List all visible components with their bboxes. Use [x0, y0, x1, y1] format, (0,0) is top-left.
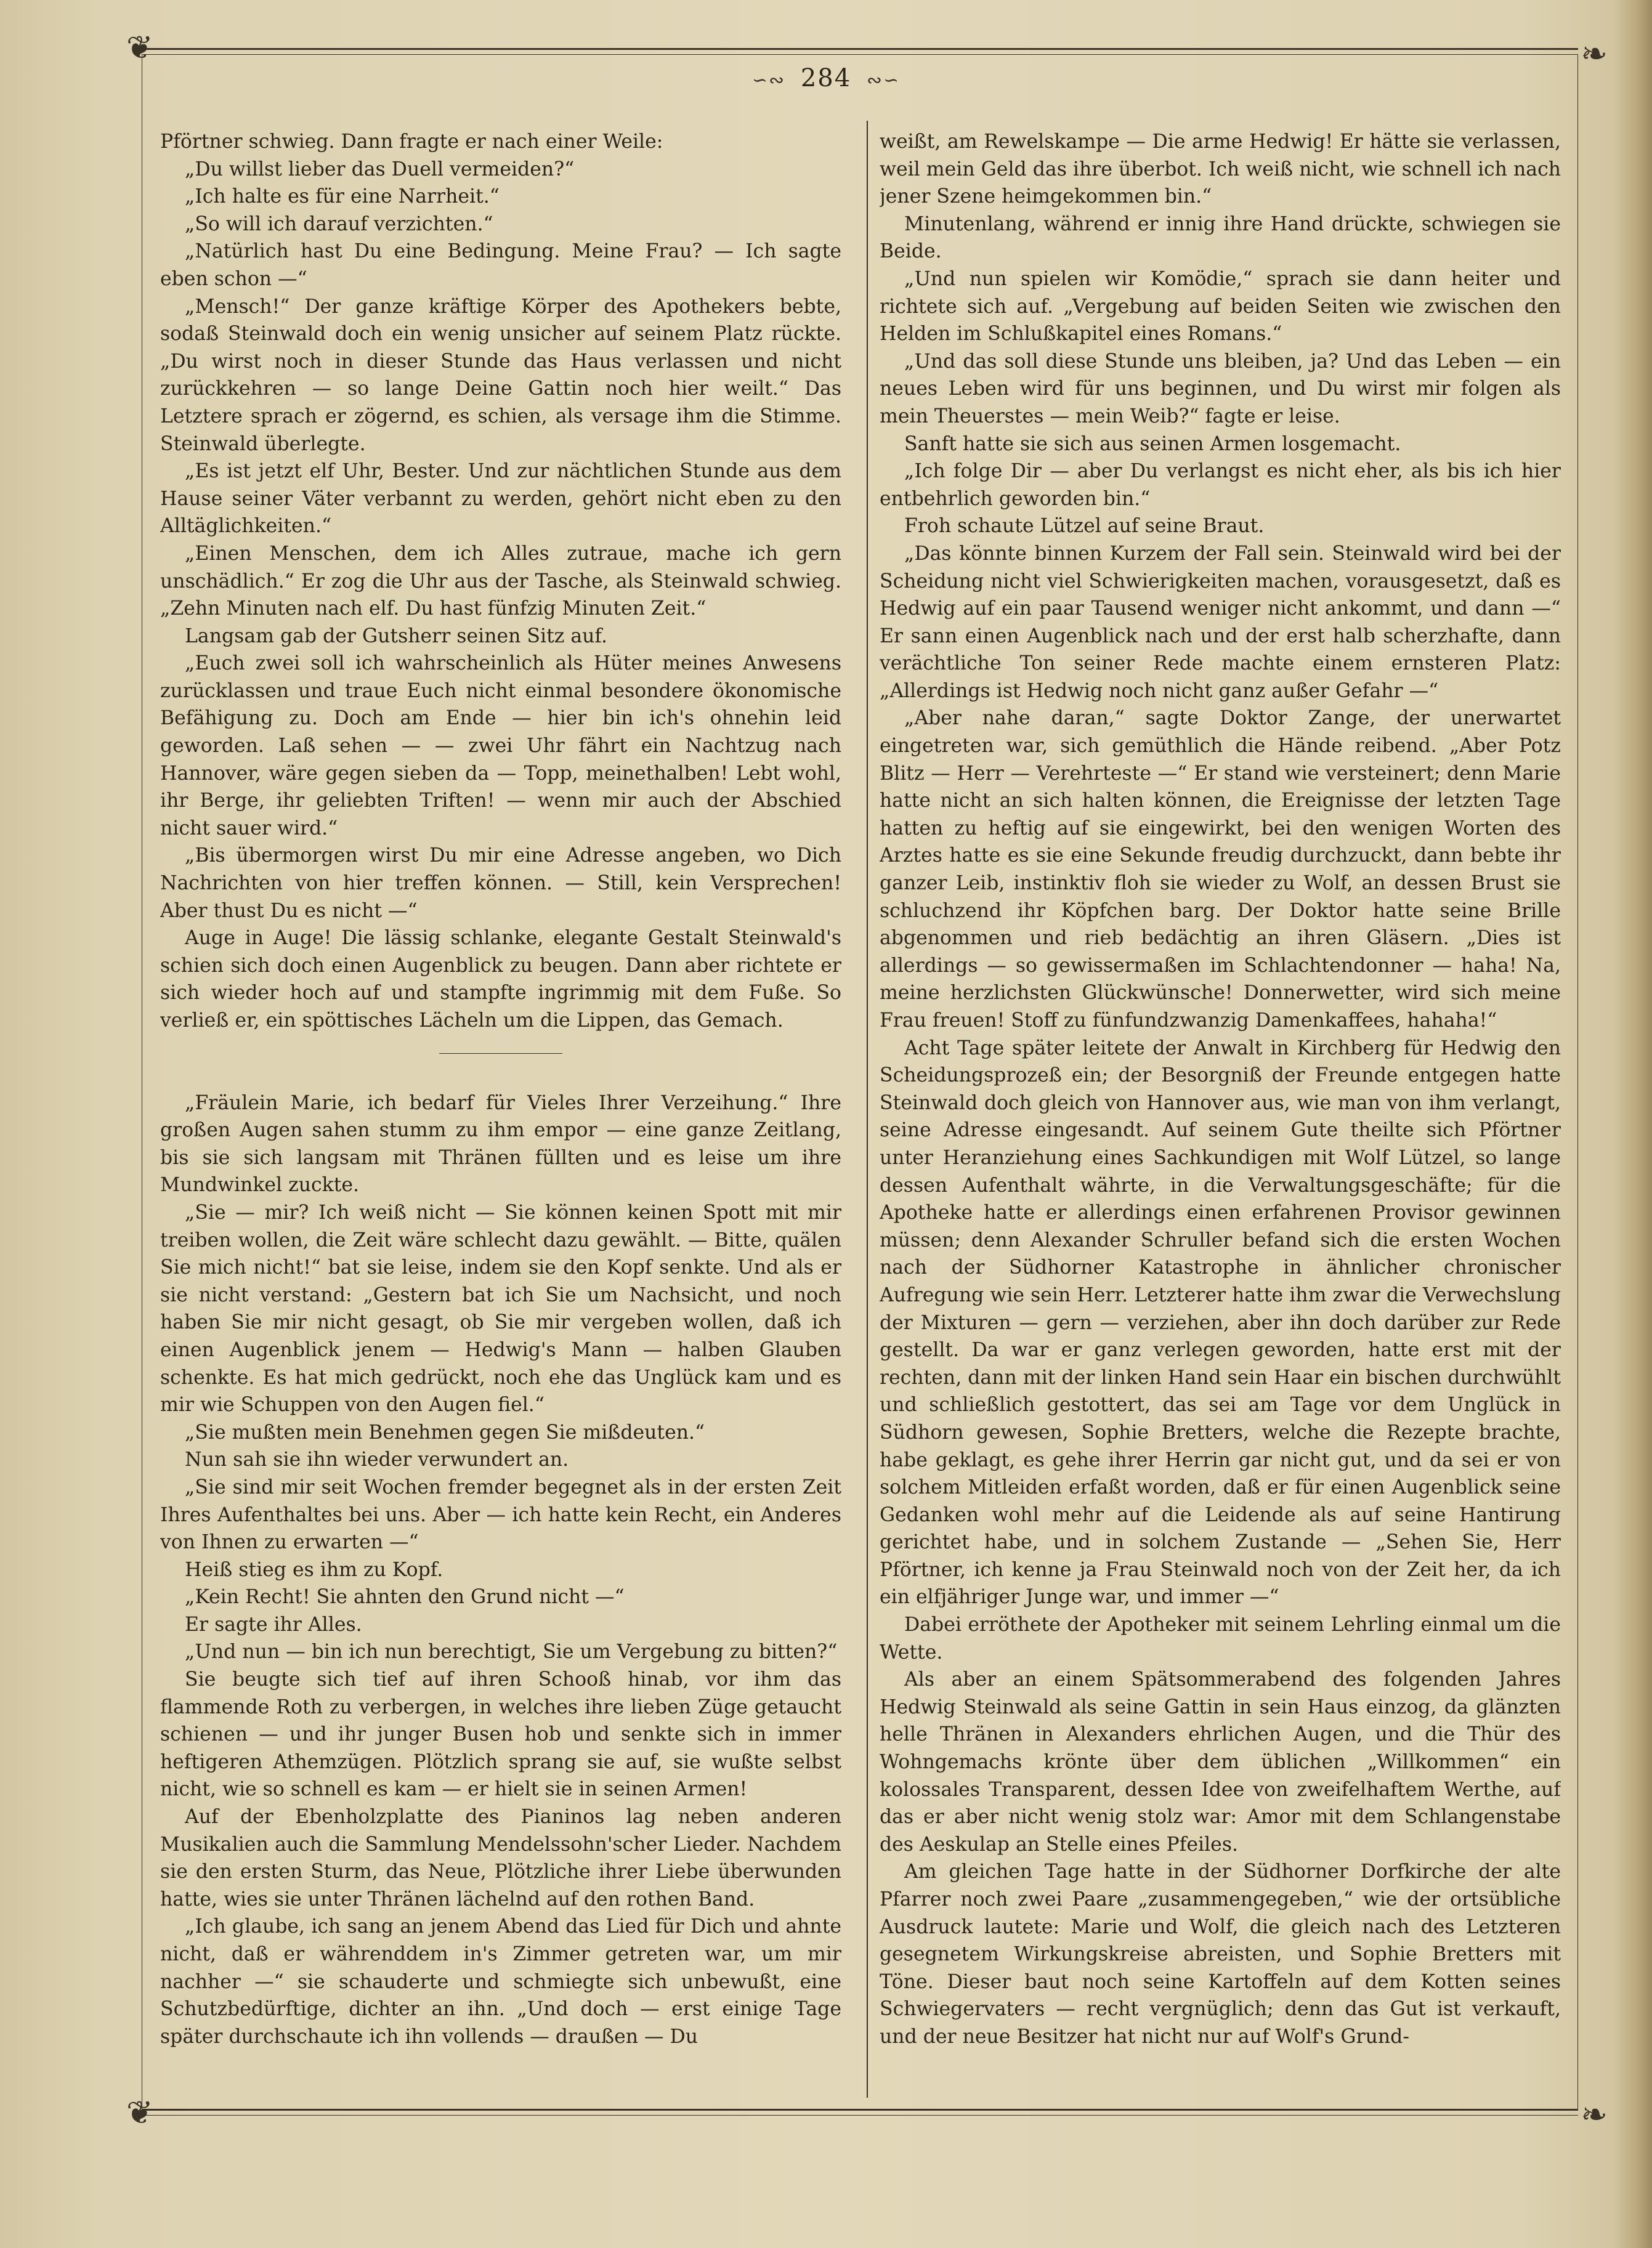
paragraph: Als aber an einem Spätsommerabend des folgenden Jahres Hedwig Steinwald als seine Gattin in sein Haus einzog, da glänzten helle Thränen in Alexanders ehrlichen Augen, und die Thür des Wohngemachs krönte über dem üblichen „Willkommen“ ein kolossales Transparent, dessen Idee von zweifelhaftem Werthe, auf das er aber nicht wenig stolz war: Amor mit dem Schlangenstabe des Aeskulap an Stelle eines Pfeiles.: [880, 1668, 1561, 1856]
paragraph: „Ich glaube, ich sang an jenem Abend das Lied für Dich und ahnte nicht, daß er währenddem in's Zimmer getreten war, um mir nachher —“ sie schauderte und schmiegte sich unbewußt, eine Schutzbedürftige, dichter an ihn. „Und doch — erst einige Tage später durchschaute ich ihn vollends — draußen — Du: [160, 1915, 841, 2048]
paragraph: Minutenlang, während er innig ihre Hand drückte, schwiegen sie Beide.: [880, 212, 1561, 263]
paragraph: Sanft hatte sie sich aus seinen Armen losgemacht.: [904, 432, 1401, 455]
page-header: [0, 64, 1652, 92]
paragraph: Heiß stieg es ihm zu Kopf.: [185, 1558, 443, 1581]
page-spine-shadow: [1614, 0, 1652, 2248]
page-number: 284: [800, 64, 852, 92]
column-divider: [867, 121, 868, 2098]
paragraph: Er sagte ihr Alles.: [185, 1613, 362, 1636]
paragraph: Auf der Ebenholzplatte des Pianinos lag neben anderen Musikalien auch die Sammlung Mendelssohn'scher Lieder. Nachdem sie den ersten Sturm, das Neue, Plötzliche ihrer Liebe überwunden hatte, wies sie unter Thränen lächelnd auf den rothen Band.: [160, 1806, 841, 1910]
top-border-rule-thin: [142, 54, 1578, 55]
paragraph: „So will ich darauf verzichten.“: [185, 212, 493, 235]
paragraph: „Und nun spielen wir Komödie,“ sprach sie dann heiter und richtete sich auf. „Vergebung auf beiden Seiten wie zwischen den Helden im Schlußkapitel eines Romans.“: [880, 267, 1561, 346]
paragraph: „Mensch!“ Der ganze kräftige Körper des Apothekers bebte, sodaß Steinwald doch ein wenig unsicher auf seinem Platz rückte. „Du wirst noch in dieser Stunde das Haus verlassen und nicht zurückkehren — so lange Deine Gattin noch hier weilt.“ Das Letztere sprach er zögernd, es schien, als versage ihm die Stimme. Steinwald überlegte.: [160, 295, 841, 455]
paragraph: „Und das soll diese Stunde uns bleiben, ja? Und das Leben — ein neues Leben wird für uns beginnen, und Du wirst mir folgen als mein Theuerstes — mein Weib?“ fagte er leise.: [880, 350, 1561, 427]
paragraph: „Aber nahe daran,“ sagte Doktor Zange, der unerwartet eingetreten war, sich gemüthlich die Hände reibend. „Aber Potz Blitz — Herr — Verehrteste —“ Er stand wie versteinert; denn Marie hatte nicht an sich halten können, die Ereignisse der letzten Tage hatten zu heftig auf sie eingewirkt, bei den wenigen Worten des Arztes hatte es sie eine Sekunde freudig durchzuckt, dann bebte ihr ganzer Leib, instinktiv floh sie wieder zu Wolf, an dessen Brust sie schluchzend ihr Köpfchen barg. Der Doktor hatte seine Brille abgenommen und rieb bedächtig an ihren Gläsern. „Dies ist allerdings — so gewissermaßen im Schlachtendonner — haha! Na, meine herzlichsten Glückwünsche! Donnerwetter, wird sich meine Frau freuen! Stoff zu fünfundzwanzig Damenkaffees, hahaha!“: [880, 707, 1561, 1032]
paragraph: „Sie mußten mein Benehmen gegen Sie mißdeuten.“: [185, 1421, 705, 1444]
paragraph: Acht Tage später leitete der Anwalt in Kirchberg für Hedwig den Scheidungsprozeß ein; der Besorgniß der Freunde entgegen hatte Steinwald doch gleich von Hannover aus, wie man von ihm verlangt, seine Adresse eingesandt. Auf seinem Gute theilte sich Pförtner unter Heranziehung eines Sachkundigen mit Wolf Lützel, so lange dessen Aufenthalt währte, in die Verwaltungsgeschäfte; für die Apotheke hatte er allerdings einen erfahrenen Provisor gewinnen müssen; denn Alexander Schruller befand sich die ersten Wochen nach der Südhorner Katastrophe in ähnlicher chronischer Aufregung wie sein Herr. Letzterer hatte ihm zwar die Verwechslung der Mixturen — gern — verziehen, aber ihn doch darüber zur Rede gestellt. Da war er ganz verlegen geworden, hatte erst mit der rechten, dann mit der linken Hand sein Haar ein bischen durchwühlt und schließlich gestottert, das sei am Tage vor dem Unglück in Südhorn gewesen, Sophie Bretters, welche die Rezepte brachte, habe geklagt, es gehe ihrer Herrin gar nicht gut, und da sei er von solchem Mitleiden erfaßt worden, daß er für einen Augenblick seine Gedanken wohl mehr auf die Leidende als auf seine Hantirung gerichtet habe, und in solchem Zustande — „Sehen Sie, Herr Pförtner, ich kenne ja Frau Steinwald noch von der Zeit her, da ich ein elfjähriger Junge war, und immer —“: [880, 1037, 1561, 1609]
corner-ornament-icon: ❦: [126, 30, 153, 67]
paragraph: Sie beugte sich tief auf ihren Schooß hinab, vor ihm das flammende Roth zu verbergen, in welches ihre lieben Züge getaucht schienen — und ihr junger Busen hob und senkte sich in immer heftigeren Athemzügen. Plötzlich sprang sie auf, sie wußte selbst nicht, wie so schnell es kam — er hielt sie in seinen Armen!: [160, 1668, 841, 1801]
paragraph: „Bis übermorgen wirst Du mir eine Adresse angeben, wo Dich Nachrichten von hier treffen können. — Still, kein Versprechen! Aber thust Du es nicht —“: [160, 844, 841, 922]
paragraph: „Das könnte binnen Kurzem der Fall sein. Steinwald wird bei der Scheidung nicht viel Schwierigkeiten machen, vorausgesetzt, daß es Hedwig auf ein paar Tausend weniger nicht ankommt, und dann —“ Er sann einen Augenblick nach und der erst halb scherzhafte, dann verächtliche Ton seiner Rede machte einem ernsteren Platz: „Allerdings ist Hedwig noch nicht ganz außer Gefahr —“: [880, 542, 1561, 702]
paragraph: „Natürlich hast Du eine Bedingung. Meine Frau? — Ich sagte eben schon —“: [160, 240, 841, 290]
swash-right-icon: ∾∽: [866, 69, 901, 91]
paragraph: weißt, am Rewelskampe — Die arme Hedwig! Er hätte sie verlassen, weil mein Geld das ihre überbot. Ich weiß nicht, wie schnell ich nach jener Szene heimgekommen bin.“: [880, 131, 1561, 208]
paragraph: „Ich halte es für eine Narrheit.“: [185, 185, 500, 208]
paragraph: „Es ist jetzt elf Uhr, Bester. Und zur nächtlichen Stunde aus dem Hause seiner Väter verbannt zu werden, gehört nicht eben zu den Alltäglichkeiten.“: [160, 460, 841, 538]
swash-left-icon: ∽∾: [751, 69, 786, 91]
right-column: [880, 128, 1561, 2099]
paragraph: „Sie sind mir seit Wochen fremder begegnet als in der ersten Zeit Ihres Aufenthaltes bei uns. Aber — ich hatte kein Recht, ein Anderes von Ihnen zu erwarten —“: [160, 1476, 841, 1554]
left-column: [160, 128, 841, 2099]
paragraph: Froh schaute Lützel auf seine Braut.: [904, 515, 1265, 538]
paragraph: „Ich folge Dir — aber Du verlangst es nicht eher, als bis ich hier entbehrlich geworden bin.“: [880, 460, 1561, 510]
corner-ornament-icon: ❧: [1581, 36, 1608, 73]
bottom-border-rule: [142, 2109, 1578, 2111]
paragraph: „Kein Recht! Sie ahnten den Grund nicht —“: [185, 1586, 625, 1609]
section-divider: [439, 1053, 562, 1054]
paragraph: „Sie — mir? Ich weiß nicht — Sie können keinen Spott mit mir treiben wollen, die Zeit wäre schlecht dazu gewählt. — Bitte, quälen Sie mich nicht!“ bat sie leise, indem sie den Kopf senkte. Und als er sie nicht verstand: „Gestern bat ich Sie um Nachsicht, und noch haben Sie mir nicht gesagt, ob Sie mir vergeben wollen, daß ich einen Augenblick jenem — Hedwig's Mann — halben Glauben schenkte. Es hat mich gedrückt, noch ehe das Unglück kam und es mir wie Schuppen von den Augen fiel.“: [160, 1201, 841, 1417]
paragraph: „Fräulein Marie, ich bedarf für Vieles Ihrer Verzeihung.“ Ihre großen Augen sahen stumm zu ihm empor — eine ganze Zeitlang, bis sie sich langsam mit Thränen füllten und es leise um ihre Mundwinkel zuckte.: [160, 1091, 841, 1197]
bottom-border-rule-thin: [142, 2115, 1578, 2116]
top-border-rule: [142, 48, 1578, 50]
paragraph: Pförtner schwieg. Dann fragte er nach einer Weile:: [160, 131, 663, 153]
paragraph: „Euch zwei soll ich wahrscheinlich als Hüter meines Anwesens zurücklassen und traue Euch nicht einmal besondere ökonomische Befähigung zu. Doch am Ende — hier bin ich's ohnehin leid geworden. Laß sehen — — zwei Uhr fährt ein Nachtzug nach Hannover, wäre gegen sieben da — Topp, meinethalben! Lebt wohl, ihr Berge, ihr geliebten Triften! — wenn mir auch der Abschied nicht sauer wird.“: [160, 652, 841, 839]
paragraph: Auge in Auge! Die lässig schlanke, elegante Gestalt Steinwald's schien sich doch einen Augenblick zu beugen. Dann aber richtete er sich wieder hoch auf und stampfte ingrimmig mit dem Fuße. So verließ er, ein spöttisches Lächeln um die Lippen, das Gemach.: [160, 927, 841, 1032]
corner-ornament-icon: ❦: [126, 2095, 153, 2132]
paragraph: Langsam gab der Gutsherr seinen Sitz auf.: [185, 625, 607, 647]
right-frame-line: [1577, 54, 1578, 2109]
paragraph: Dabei erröthete der Apotheker mit seinem Lehrling einmal um die Wette.: [880, 1614, 1561, 1664]
paragraph: „Einen Menschen, dem ich Alles zutraue, mache ich gern unschädlich.“ Er zog die Uhr aus der Tasche, als Steinwald schwieg. „Zehn Minuten nach elf. Du hast fünfzig Minuten Zeit.“: [160, 542, 841, 620]
paragraph: „Du willst lieber das Duell vermeiden?“: [185, 158, 575, 180]
paragraph: Nun sah sie ihn wieder verwundert an.: [185, 1449, 569, 1471]
paragraph: Am gleichen Tage hatte in der Südhorner Dorfkirche der alte Pfarrer noch zwei Paare „zusammengegeben,“ wie der ortsübliche Ausdruck lautete: Marie und Wolf, die gleich nach des Letzteren gesegnetem Wirkungskreise abreisten, und Sophie Bretters mit Töne. Dieser baut noch seine Kartoffeln auf dem Kotten seines Schwiegervaters — recht vergnüglich; denn das Gut ist verkauft, und der neue Besitzer hat nicht nur auf Wolf's Grund-: [880, 1861, 1561, 2048]
paragraph: „Und nun — bin ich nun berechtigt, Sie um Vergebung zu bitten?“: [185, 1641, 838, 1664]
corner-ornament-icon: ❧: [1581, 2096, 1608, 2133]
